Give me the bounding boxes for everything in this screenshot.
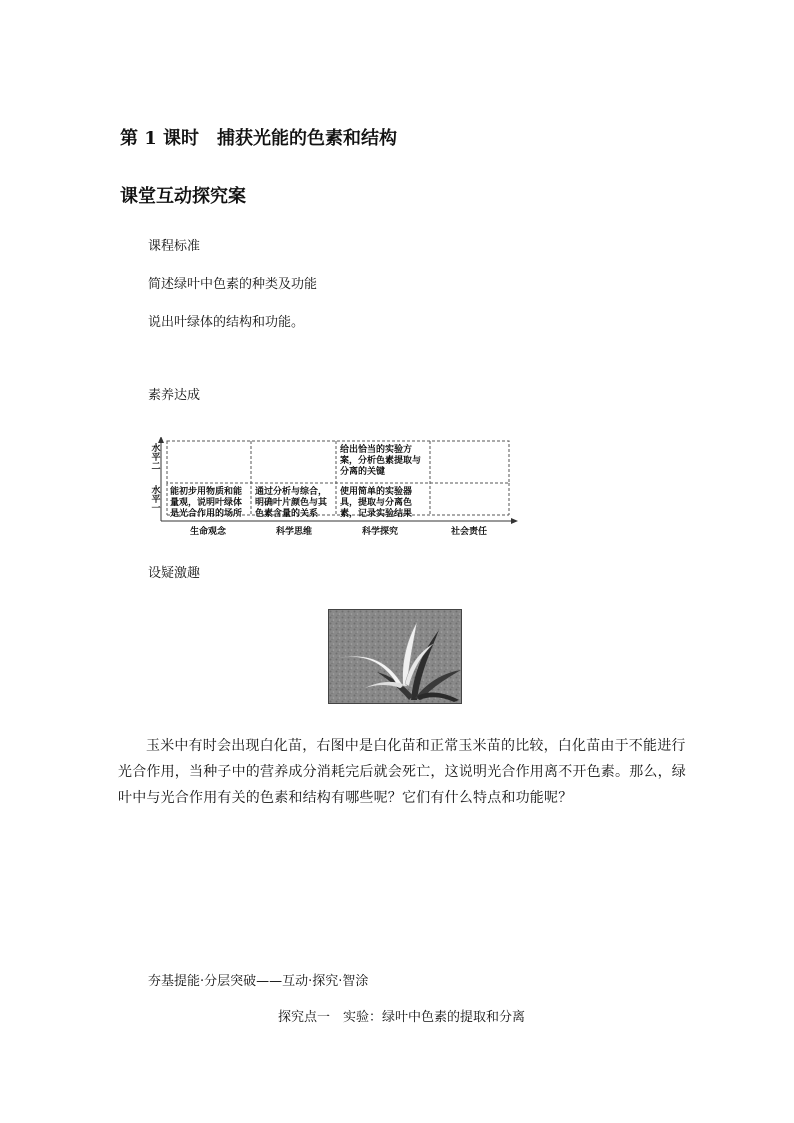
intro-paragraph: 玉米中有时会出现白化苗，右图中是白化苗和正常玉米苗的比较，白化苗由于不能进行光合作用，当种子中的营养成分消耗完后就会死亡，这说明光合作用离不开色素。那么，绿叶中与光合作用有关的色素和结构有哪些呢？它们有什么特点和功能呢？ bbox=[118, 738, 686, 806]
curriculum-label: 课程标准 bbox=[148, 239, 201, 254]
page-subtitle: 课堂互动探究案 bbox=[120, 186, 246, 207]
literacy-label: 素养达成 bbox=[148, 388, 201, 403]
page-title: 第 1 课时 捕获光能的色素和结构 bbox=[120, 128, 398, 149]
category-science-thinking: 科学思维 bbox=[276, 527, 313, 537]
section-heading: 夯基提能·分层突破——互动·探究·智涂 bbox=[148, 974, 369, 989]
row-label-level2: 水平二 bbox=[151, 444, 161, 472]
question-label: 设疑激趣 bbox=[148, 566, 201, 581]
literacy-table bbox=[148, 437, 518, 537]
curriculum-item-1: 简述绿叶中色素的种类及功能 bbox=[148, 277, 318, 292]
corn-seedling-photo bbox=[328, 609, 462, 704]
section-subheading: 探究点一 实验：绿叶中色素的提取和分离 bbox=[278, 1010, 526, 1025]
curriculum-item-2: 说出叶绿体的结构和功能。 bbox=[148, 315, 305, 330]
level1-cell-life-concept: 能初步用物质和能量观，说明叶绿体是光合作用的场所 bbox=[170, 487, 243, 519]
level2-cell-science-inquiry: 给出恰当的实验方案，分析色素提取与分离的关键 bbox=[340, 445, 422, 477]
level1-cell-science-inquiry: 使用简单的实验器具，提取与分离色素，记录实验结果 bbox=[340, 487, 413, 519]
category-science-inquiry: 科学探究 bbox=[362, 527, 399, 537]
seedling-image bbox=[329, 610, 461, 703]
category-life-concept: 生命观念 bbox=[190, 527, 227, 537]
row-label-level1: 水平一 bbox=[151, 486, 161, 514]
level1-cell-science-thinking: 通过分析与综合，明确叶片颜色与其色素含量的关系 bbox=[255, 487, 328, 519]
category-social-responsibility: 社会责任 bbox=[451, 527, 488, 537]
